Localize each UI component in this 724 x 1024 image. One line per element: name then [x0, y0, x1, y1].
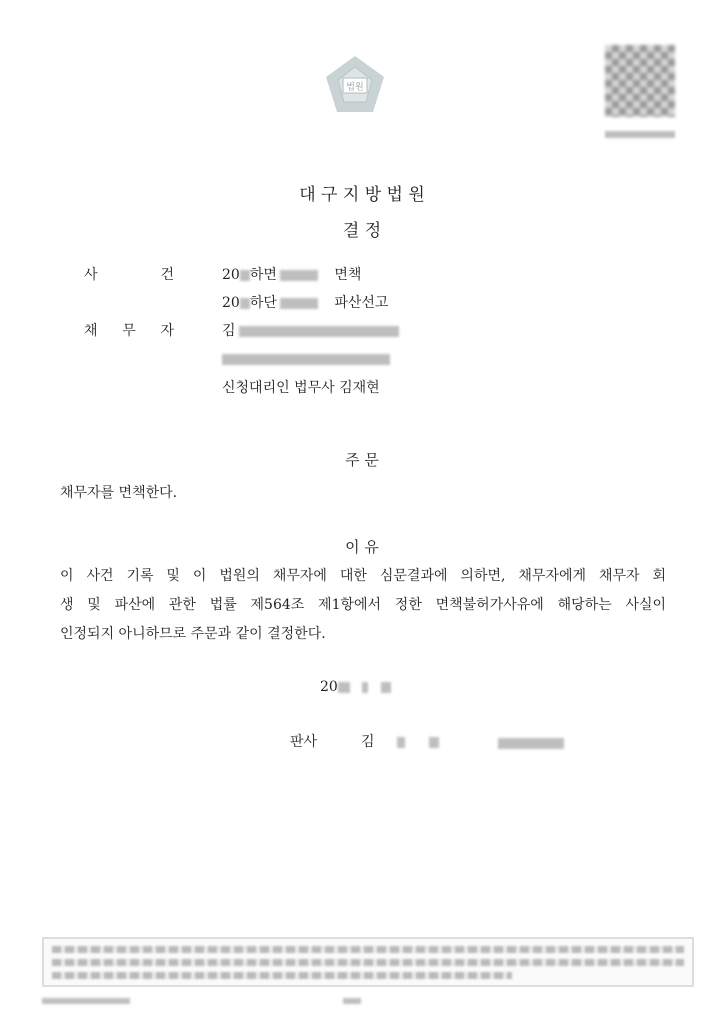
- debtor-label: 채 무 자: [84, 323, 174, 339]
- judge-signature-redacted: [498, 733, 564, 752]
- decision-date: 20: [320, 679, 391, 695]
- qr-code: [605, 45, 675, 117]
- order-text: 채무자를 면책한다.: [60, 485, 178, 501]
- applicant-agent: 신청대리인 법무사 김재현: [222, 380, 380, 396]
- page-number-redacted: [343, 990, 361, 1009]
- order-heading: 주 문: [345, 451, 379, 469]
- document-code-redacted: [605, 124, 675, 143]
- judge-name: 김: [361, 731, 439, 751]
- case-number-discharge: 20 하면 면책: [222, 267, 362, 283]
- svg-text:법원: 법원: [346, 82, 364, 93]
- document-title: 결 정: [342, 221, 382, 241]
- reason-heading: 이 유: [345, 538, 379, 556]
- case-label: 사 건: [84, 267, 174, 283]
- debtor-name-id: 김: [222, 320, 399, 340]
- case-number-bankruptcy: 20 하단 파산선고: [222, 295, 389, 311]
- court-seal-logo: [322, 52, 388, 118]
- reason-line-3: 인정되지 아니하므로 주문과 같이 결정한다.: [60, 626, 326, 642]
- footer-code-redacted: [42, 990, 130, 1009]
- reason-line-2: 생 및 파산에 관한 법률 제564조 제1항에서 정한 면책불허가사유에 해당하는 사실이: [60, 597, 666, 613]
- court-name: 대 구 지 방 법 원: [299, 185, 425, 205]
- footer-notice-redacted: [42, 937, 694, 987]
- debtor-address-redacted: [222, 349, 390, 368]
- reason-line-1: 이 사건 기록 및 이 법원의 채무자에 대한 심문결과에 의하면, 채무자에게 채무자 회: [60, 568, 666, 584]
- judge-title: 판사: [290, 734, 318, 750]
